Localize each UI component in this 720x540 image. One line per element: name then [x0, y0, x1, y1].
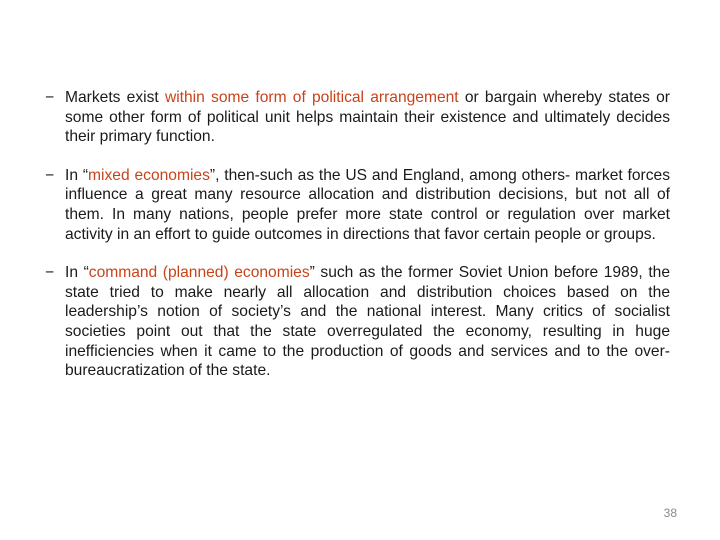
bullet-text: ”, then-such as the US and England, among others- market forces influence a great many resource allocation and distribution decisions, but not all of them. In many nations, people prefer more state control or regulation over market activity in an effort to guide outcomes in directions that favor certain people or groups. [65, 166, 671, 243]
bullet-text: In “ [65, 166, 89, 184]
bullet-item-mixed-economies [45, 166, 670, 244]
bullet-text: Markets exist [65, 89, 165, 106]
dash-icon: − [45, 89, 55, 106]
dash-icon: − [45, 166, 55, 184]
page-number: 38 [663, 506, 677, 520]
bullet-text: In “ [65, 264, 89, 282]
bullet-item-markets [45, 88, 670, 147]
highlighted-phrase: command (planned) economies [88, 264, 310, 282]
highlighted-phrase: within some form of political arrangement [164, 89, 459, 106]
bullet-list [45, 88, 670, 381]
bullet-item-command-economies [45, 263, 670, 381]
dash-icon: − [45, 264, 55, 282]
highlighted-phrase: mixed economies [88, 166, 210, 184]
bullet-text: ” such as the former Soviet Union before 1989, the state tried to make nearly all allocation and distribution choices based on the leadership’s notion of society’s and the national interest. Many critics of socialist societies point out that the state overregulated the economy, resulting in huge inefficiencies when it came to the production of goods and services and to the over-bureaucratization of the state. [65, 264, 671, 380]
bullet-text: or bargain whereby states or some other form of political unit helps maintain their existence and ultimately decides their primary function. [65, 89, 670, 146]
